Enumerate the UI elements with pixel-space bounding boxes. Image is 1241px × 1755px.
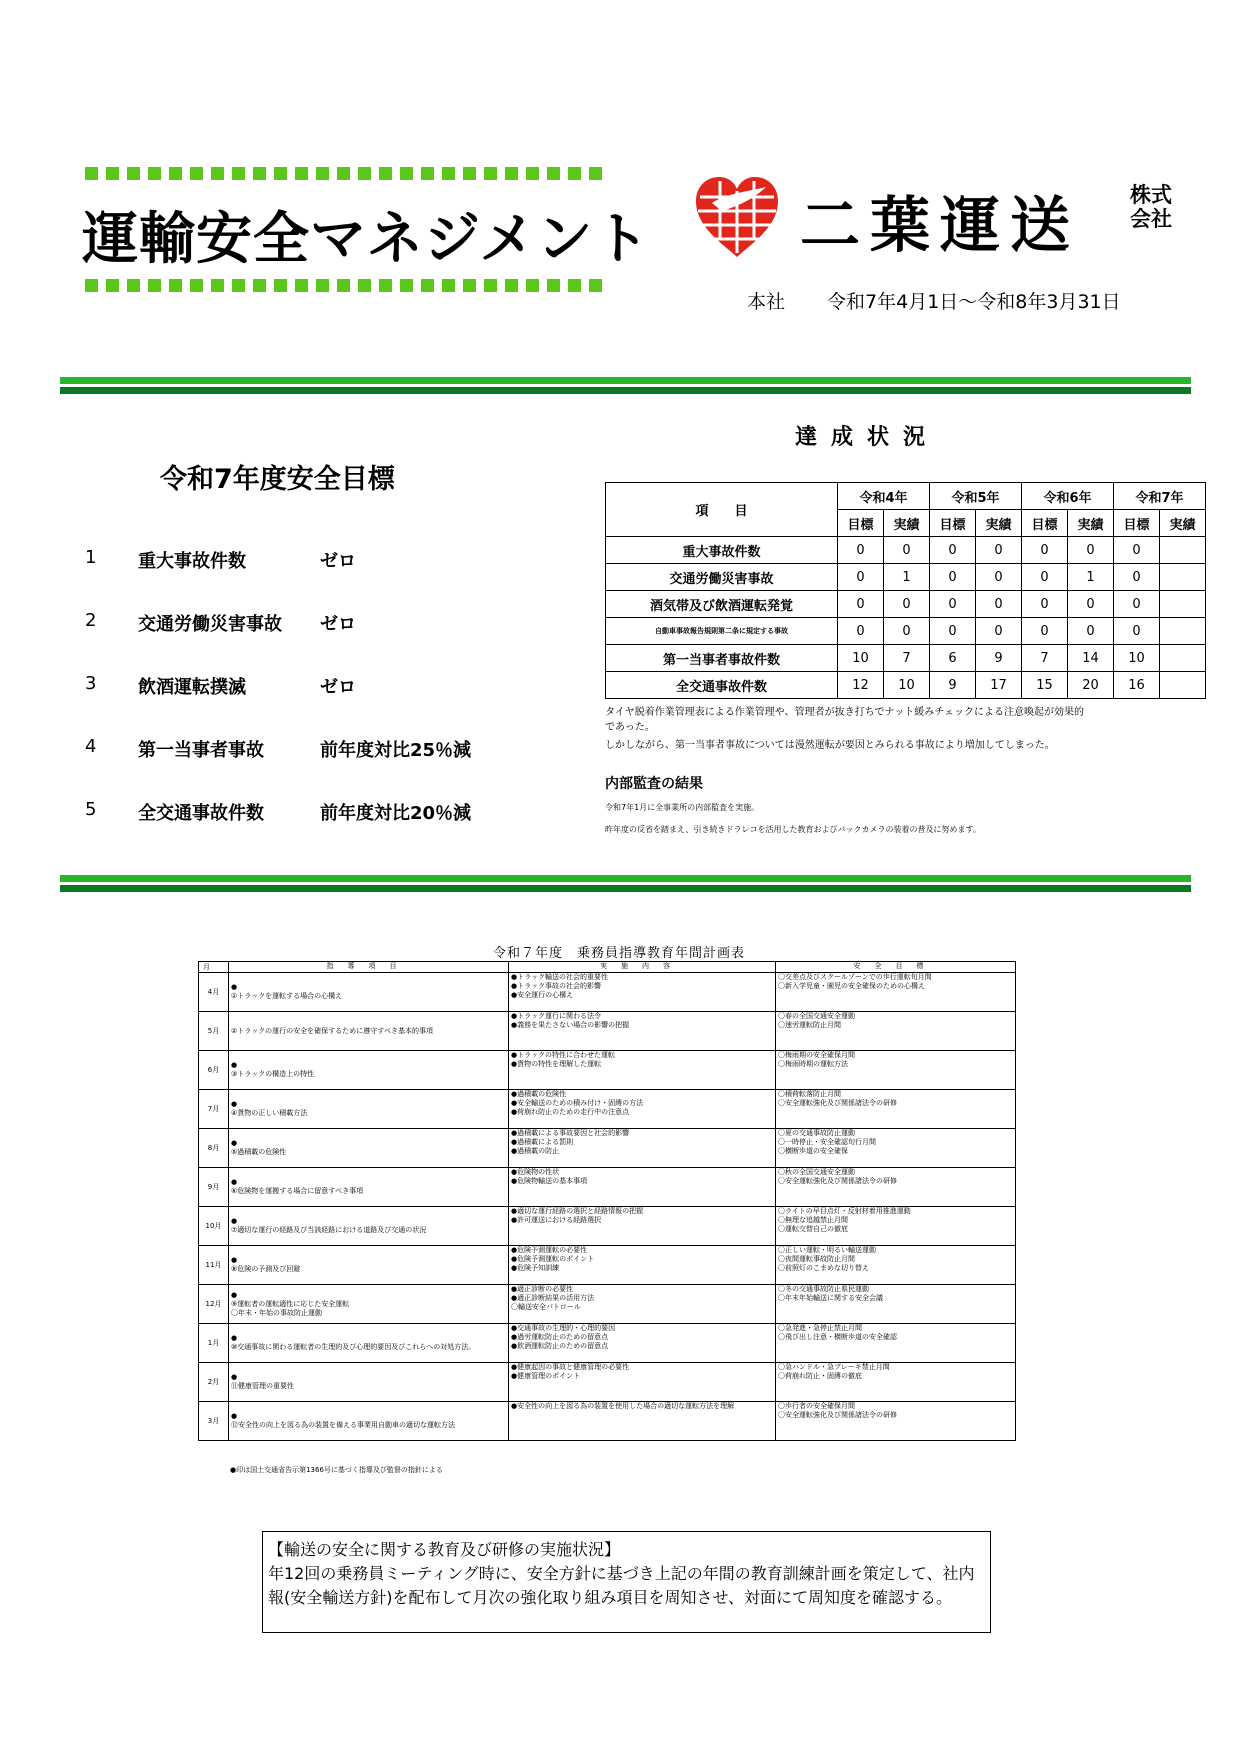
plan-target-line: 〇急発進・急停止禁止月間 xyxy=(778,1324,862,1332)
plan-row xyxy=(199,1402,1016,1441)
plan-table xyxy=(198,961,1016,1441)
achievement-cell xyxy=(1160,591,1206,618)
section-divider-bottom xyxy=(60,875,1191,892)
plan-target-cell xyxy=(776,1402,1016,1441)
achievement-row-label: 酒気帯及び飲酒運転発覚 xyxy=(606,591,838,618)
plan-content-line: ●交通事故の生理的・心理的要因 xyxy=(511,1324,616,1332)
plan-target-line: 〇安全運転強化及び関係諸法令の研修 xyxy=(778,1411,897,1419)
achievement-cell: 0 xyxy=(930,591,976,618)
achievement-row-label: 交通労働災害事故 xyxy=(606,564,838,591)
plan-guidance-item: ● ⑪健康管理の重要性 xyxy=(229,1363,509,1402)
plan-target-line: 〇梅雨期の安全確保月間 xyxy=(778,1051,855,1059)
plan-header: 月 xyxy=(199,962,229,973)
achievement-cell: 0 xyxy=(1022,591,1068,618)
plan-content-line: ●危険物の性状 xyxy=(511,1168,560,1176)
plan-content-cell xyxy=(509,1051,776,1090)
plan-content-cell xyxy=(509,1246,776,1285)
implementation-body: 年12回の乗務員ミーティング時に、安全方針に基づき上記の年間の教育訓練計画を策定して、社内報(安全輸送方針)を配布して月次の強化取り組み項目を周知させ、対面にて周知度を確認する。 xyxy=(268,1564,975,1607)
plan-content-cell xyxy=(509,1012,776,1051)
company-name: 二葉運送 xyxy=(800,191,1080,261)
plan-row xyxy=(199,1090,1016,1129)
audit-text: 昨年度の反省を踏まえ、引き続きドラレコを活用した教育およびバックカメラの装着の普及に努めます。 xyxy=(605,825,981,834)
achievement-cell: 0 xyxy=(930,537,976,564)
achievement-row-label: 自動車事故報告規則第二条に規定する事故 xyxy=(606,618,838,645)
plan-target-line: 〇ライトの早目点灯・反射材着用推進運動 xyxy=(778,1207,911,1215)
plan-content-line: ●安全運行の心構え xyxy=(511,991,574,999)
plan-content-line: ●義務を果たさない場合の影響の把握 xyxy=(511,1021,630,1029)
plan-content-line: ●許可運送における経路選択 xyxy=(511,1216,602,1224)
achievement-title: 達成状況 xyxy=(795,425,940,450)
plan-guidance-item: ● ⑨運転者の運転適性に応じた安全運転 〇年末・年始の事故防止運動 xyxy=(229,1285,509,1324)
achievement-cell: 0 xyxy=(1022,537,1068,564)
target-header: 目標 xyxy=(1022,510,1068,537)
plan-month: 1月 xyxy=(199,1324,229,1363)
plan-target-line: 〇歩行者の安全確保月間 xyxy=(778,1402,855,1410)
year-header: 令和4年 xyxy=(838,483,930,510)
plan-target-line: 〇安全運転強化及び関係諸法令の研修 xyxy=(778,1099,897,1107)
plan-month: 6月 xyxy=(199,1051,229,1090)
plan-target-line: 〇冬の交通事故防止県民運動 xyxy=(778,1285,869,1293)
plan-content-line: ●貨物の特性を理解した運転 xyxy=(511,1060,602,1068)
period-line xyxy=(747,287,1121,314)
plan-guidance-item: ● ⑧危険の予測及び回避 xyxy=(229,1246,509,1285)
plan-content-line: ●トラックの特性に合わせた運転 xyxy=(511,1051,615,1059)
plan-content-cell xyxy=(509,1324,776,1363)
plan-content-line: ●過積載による事故要因と社会的影響 xyxy=(511,1129,630,1137)
achievement-cell: 0 xyxy=(976,618,1022,645)
achievement-cell: 0 xyxy=(1068,618,1114,645)
achievement-row xyxy=(606,537,1206,564)
plan-target-line: 〇前照灯のこまめな切り替え xyxy=(778,1264,869,1272)
achievement-row-label: 第一当事者事故件数 xyxy=(606,645,838,672)
goals-title: 令和7年度安全目標 xyxy=(160,464,395,495)
plan-content-line: ●危険物輸送の基本事項 xyxy=(511,1177,588,1185)
plan-header: 実施内容 xyxy=(509,962,776,973)
plan-content-line: ●適正診断の必要性 xyxy=(511,1285,574,1293)
achievement-note: であった。 xyxy=(605,722,655,733)
plan-content-line: ●トラック輸送の社会的重要性 xyxy=(511,973,608,981)
plan-target-line: 〇飛び出し注意・横断歩道の安全確認 xyxy=(778,1333,897,1341)
plan-content-line: ●過積載の危険性 xyxy=(511,1090,567,1098)
plan-note: ●印は国土交通省告示第1366号に基づく指導及び監督の指針による xyxy=(230,1466,443,1474)
actual-header: 実績 xyxy=(884,510,930,537)
plan-target-line: 〇正しい運転・明るい輸送運動 xyxy=(778,1246,876,1254)
plan-row xyxy=(199,973,1016,1012)
plan-content-line: ●過積載の防止 xyxy=(511,1147,560,1155)
achievement-row xyxy=(606,618,1206,645)
plan-content-line: ●健康起因の事故と健康管理の必要性 xyxy=(511,1363,630,1371)
plan-target-line: 〇秋の全国交通安全運動 xyxy=(778,1168,855,1176)
achievement-cell: 1 xyxy=(1068,564,1114,591)
achievement-cell: 0 xyxy=(884,591,930,618)
achievement-cell: 0 xyxy=(930,618,976,645)
achievement-cell: 16 xyxy=(1114,672,1160,699)
plan-guidance-item: ● ⑩交通事故に関わる運転者の生理的及び心理的要因及びこれらへの対処方法。 xyxy=(229,1324,509,1363)
plan-target-cell xyxy=(776,1129,1016,1168)
year-header: 令和5年 xyxy=(930,483,1022,510)
achievement-cell: 0 xyxy=(1114,537,1160,564)
plan-target-line: 〇交差点及びスクールゾーンでの歩行運転旬月間 xyxy=(778,973,932,981)
office-label: 本社 xyxy=(747,291,786,313)
plan-content-line: ●適切な運行経路の選択と経路情報の把握 xyxy=(511,1207,644,1215)
plan-row xyxy=(199,1051,1016,1090)
achievement-row xyxy=(606,591,1206,618)
plan-guidance-item: ● ⑤過積載の危険性 xyxy=(229,1129,509,1168)
plan-month: 5月 xyxy=(199,1012,229,1051)
plan-target-cell xyxy=(776,973,1016,1012)
plan-content-line: ●荷崩れ防止のための走行中の注意点 xyxy=(511,1108,630,1116)
plan-row xyxy=(199,1324,1016,1363)
company-logo-icon xyxy=(692,173,782,261)
plan-target-cell xyxy=(776,1012,1016,1051)
achievement-cell: 0 xyxy=(1114,591,1160,618)
achievement-cell: 0 xyxy=(1114,618,1160,645)
plan-content-cell xyxy=(509,1090,776,1129)
plan-content-line: 〇輸送安全パトロール xyxy=(511,1303,581,1311)
achievement-note: しかしながら、第一当事者事故については漫然運転が要因とみられる事故により増加してしまった。 xyxy=(605,740,1055,751)
period-text: 令和7年4月1日～令和8年3月31日 xyxy=(827,291,1121,313)
achievement-cell xyxy=(1160,645,1206,672)
page-title: 運輸安全マネジメント xyxy=(82,207,651,272)
achievement-cell xyxy=(1160,672,1206,699)
plan-target-line: 〇無理な追越禁止月間 xyxy=(778,1216,848,1224)
achievement-cell xyxy=(1160,537,1206,564)
plan-target-line: 〇春の全国交通安全運動 xyxy=(778,1012,855,1020)
plan-row xyxy=(199,1285,1016,1324)
plan-target-cell xyxy=(776,1168,1016,1207)
year-header: 令和7年 xyxy=(1114,483,1206,510)
achievement-cell: 0 xyxy=(838,618,884,645)
target-header: 目標 xyxy=(930,510,976,537)
plan-header: 安全目標 xyxy=(776,962,1016,973)
plan-header: 指導項目 xyxy=(229,962,509,973)
plan-target-line: 〇荷崩れ防止・固縛の徹底 xyxy=(778,1372,862,1380)
plan-target-line: 〇安全運転強化及び関係諸法令の研修 xyxy=(778,1177,897,1185)
plan-guidance-item: ● ①トラックを運転する場合の心構え xyxy=(229,973,509,1012)
plan-target-line: 〇急ハンドル・急ブレーキ禁止月間 xyxy=(778,1363,890,1371)
achievement-cell: 17 xyxy=(976,672,1022,699)
plan-content-cell xyxy=(509,1168,776,1207)
achievement-cell: 0 xyxy=(1068,537,1114,564)
plan-target-cell xyxy=(776,1324,1016,1363)
achievement-cell: 0 xyxy=(1022,564,1068,591)
achievement-cell: 14 xyxy=(1068,645,1114,672)
plan-target-line: 〇夜間運転事故防止月間 xyxy=(778,1255,855,1263)
achievement-row xyxy=(606,564,1206,591)
plan-guidance-item: ②トラックの運行の安全を確保するために遵守すべき基本的事項 xyxy=(229,1012,509,1051)
plan-row xyxy=(199,1207,1016,1246)
achievement-cell: 7 xyxy=(884,645,930,672)
achievement-cell: 9 xyxy=(976,645,1022,672)
plan-content-cell xyxy=(509,1363,776,1402)
plan-month: 9月 xyxy=(199,1168,229,1207)
plan-target-line: 〇年末年始輸送に関する安全会議 xyxy=(778,1294,883,1302)
plan-content-line: ●トラック運行に関わる法令 xyxy=(511,1012,601,1020)
achievement-note: タイヤ脱着作業管理表による作業管理や、管理者が抜き打ちでナット緩みチェックによる注意喚起が効果的 xyxy=(605,707,1084,718)
achievement-cell xyxy=(1160,618,1206,645)
plan-target-cell xyxy=(776,1051,1016,1090)
plan-target-cell xyxy=(776,1246,1016,1285)
implementation-box xyxy=(262,1531,991,1633)
plan-target-cell xyxy=(776,1207,1016,1246)
achievement-cell: 0 xyxy=(838,537,884,564)
title-dash-decoration-bottom xyxy=(85,279,605,292)
plan-content-line: ●危険予測運転の必要性 xyxy=(511,1246,588,1254)
plan-row xyxy=(199,1129,1016,1168)
plan-row xyxy=(199,1363,1016,1402)
achievement-cell: 0 xyxy=(1114,564,1160,591)
plan-content-cell xyxy=(509,1402,776,1441)
plan-target-line: 〇一時停止・安全確認旬行月間 xyxy=(778,1138,876,1146)
plan-content-cell xyxy=(509,1285,776,1324)
plan-month: 3月 xyxy=(199,1402,229,1441)
plan-month: 11月 xyxy=(199,1246,229,1285)
target-header: 目標 xyxy=(838,510,884,537)
actual-header: 実績 xyxy=(976,510,1022,537)
plan-month: 4月 xyxy=(199,973,229,1012)
implementation-title: 【輸送の安全に関する教育及び研修の実施状況】 xyxy=(268,1540,621,1559)
actual-header: 実績 xyxy=(1160,510,1206,537)
plan-content-cell xyxy=(509,973,776,1012)
achievement-table xyxy=(605,482,1206,699)
achievement-cell: 0 xyxy=(884,618,930,645)
achievement-cell: 0 xyxy=(884,537,930,564)
plan-guidance-item: ● ⑫安全性の向上を図る為の装置を備える事業用自動車の適切な運転方法 xyxy=(229,1402,509,1441)
achievement-cell: 0 xyxy=(1068,591,1114,618)
audit-title: 内部監査の結果 xyxy=(605,776,703,792)
achievement-row-label: 全交通事故件数 xyxy=(606,672,838,699)
achievement-cell: 10 xyxy=(884,672,930,699)
plan-target-line: 〇速労運転防止月間 xyxy=(778,1021,841,1029)
achievement-cell: 0 xyxy=(976,591,1022,618)
plan-target-line: 〇運転交替自己の徹底 xyxy=(778,1225,848,1233)
plan-month: 8月 xyxy=(199,1129,229,1168)
achievement-cell: 20 xyxy=(1068,672,1114,699)
plan-content-line: ●健康管理のポイント xyxy=(511,1372,581,1380)
plan-guidance-item: ● ④貨物の正しい積載方法 xyxy=(229,1090,509,1129)
achievement-row xyxy=(606,645,1206,672)
plan-target-line: 〇夏の交通事故防止運動 xyxy=(778,1129,855,1137)
plan-content-line: ●危険予測運転のポイント xyxy=(511,1255,595,1263)
achievement-cell: 0 xyxy=(930,564,976,591)
achievement-cell: 0 xyxy=(838,591,884,618)
section-divider-top xyxy=(60,377,1191,394)
plan-month: 2月 xyxy=(199,1363,229,1402)
achievement-cell: 12 xyxy=(838,672,884,699)
plan-content-line: ●適正診断結果の活用方法 xyxy=(511,1294,595,1302)
achievement-cell: 9 xyxy=(930,672,976,699)
plan-row xyxy=(199,1246,1016,1285)
achievement-cell: 0 xyxy=(976,537,1022,564)
achievement-cell: 1 xyxy=(884,564,930,591)
plan-content-line: ●トラック事故の社会的影響 xyxy=(511,982,601,990)
achievement-cell: 0 xyxy=(838,564,884,591)
achievement-cell: 10 xyxy=(1114,645,1160,672)
achievement-cell: 0 xyxy=(976,564,1022,591)
plan-content-line: ●危険予知訓練 xyxy=(511,1264,560,1272)
plan-target-cell xyxy=(776,1363,1016,1402)
plan-target-cell xyxy=(776,1285,1016,1324)
plan-target-line: 〇新入学児童・園児の安全確保のための心構え xyxy=(778,982,925,990)
plan-row xyxy=(199,1168,1016,1207)
achievement-cell: 15 xyxy=(1022,672,1068,699)
audit-text: 令和7年1月に全事業所の内部監査を実施。 xyxy=(605,803,760,812)
plan-content-line: ●安全輸送のための積み付け・固縛の方法 xyxy=(511,1099,644,1107)
achievement-cell: 7 xyxy=(1022,645,1068,672)
plan-content-line: ●過積載による罰則 xyxy=(511,1138,574,1146)
plan-guidance-item: ● ③トラックの構造上の特性 xyxy=(229,1051,509,1090)
plan-content-line: ●飲酒運転防止のための留意点 xyxy=(511,1342,609,1350)
company-suffix: 株式会社 xyxy=(1130,183,1172,231)
achievement-cell xyxy=(1160,564,1206,591)
item-header: 項 目 xyxy=(606,483,838,537)
plan-target-line: 〇横断歩道の安全確保 xyxy=(778,1147,848,1155)
plan-month: 12月 xyxy=(199,1285,229,1324)
plan-target-line: 〇梅雨時期の運転方法 xyxy=(778,1060,848,1068)
year-header: 令和6年 xyxy=(1022,483,1114,510)
achievement-cell: 6 xyxy=(930,645,976,672)
plan-content-cell xyxy=(509,1129,776,1168)
target-header: 目標 xyxy=(1114,510,1160,537)
plan-content-line: ●過労運転防止のための留意点 xyxy=(511,1333,609,1341)
plan-month: 7月 xyxy=(199,1090,229,1129)
plan-target-cell xyxy=(776,1090,1016,1129)
achievement-row-label: 重大事故件数 xyxy=(606,537,838,564)
achievement-cell: 0 xyxy=(1022,618,1068,645)
plan-target-line: 〇積荷転落防止月間 xyxy=(778,1090,841,1098)
achievement-row xyxy=(606,672,1206,699)
plan-guidance-item: ● ⑥危険物を運搬する場合に留意すべき事項 xyxy=(229,1168,509,1207)
plan-title: 令和７年度 乗務員指導教育年間計画表 xyxy=(493,946,746,961)
plan-month: 10月 xyxy=(199,1207,229,1246)
plan-row xyxy=(199,1012,1016,1051)
actual-header: 実績 xyxy=(1068,510,1114,537)
title-dash-decoration-top xyxy=(85,167,605,180)
plan-content-cell xyxy=(509,1207,776,1246)
achievement-cell: 10 xyxy=(838,645,884,672)
plan-guidance-item: ● ⑦適切な運行の経路及び当該経路における道路及び交通の状況 xyxy=(229,1207,509,1246)
plan-content-line: ●安全性の向上を図る為の装置を使用した場合の適切な運転方法を理解 xyxy=(511,1402,735,1410)
